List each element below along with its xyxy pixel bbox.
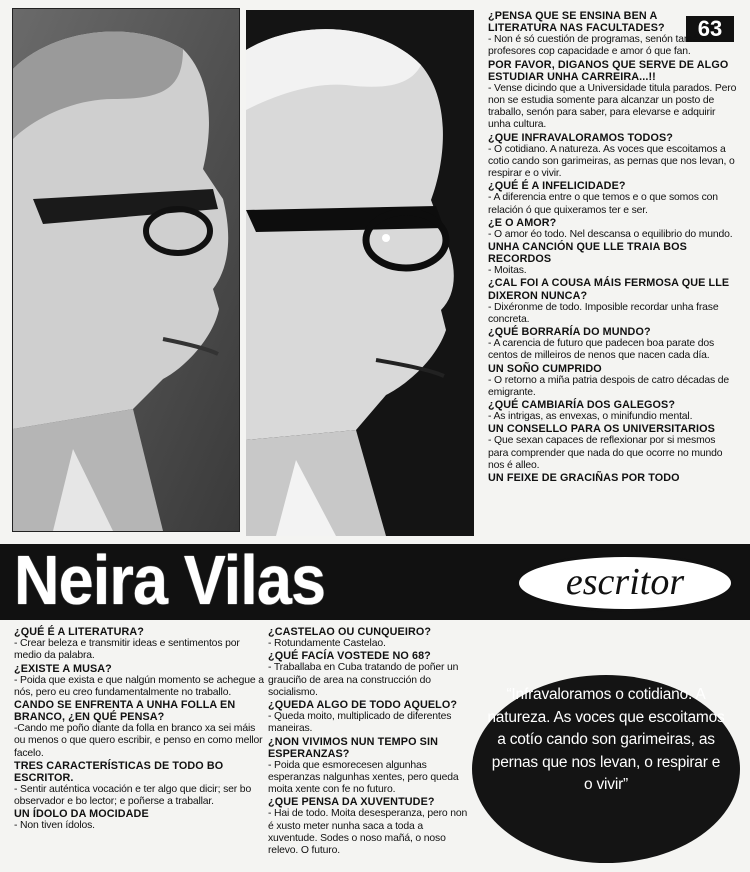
answer: - Sentir auténtica vocación e ter algo que dicir; ser bo observador e bo lector; e poñerse a traballar. [14, 783, 252, 808]
answer: - Crear beleza e transmitir ideas e sentimentos por medio da palabra. [14, 638, 240, 662]
pull-quote: “Infravaloramos o cotidiano. A natureza. As voces que escoitamos a cotío cando son garimeiras, as pernas que nos levan, o respirar e o vivir” [487, 686, 725, 794]
answer: - Hai de todo. Moita desesperanza, pero non é xusto meter nunha saca a toda a xuventude. Sodes o noso mañá, o noso relevo. O futuro. [268, 808, 468, 856]
answer: - Vense dicindo que a Universidade titula parados. Pero non se estudia somente para alcanzar un posto de traballo, senón para saber, para elevarse e adquirir unha cultura. [488, 82, 737, 131]
question: CANDO SE ENFRENTA A UNHA FOLLA EN BRANCO, ¿EN QUÉ PENSA? [14, 699, 236, 724]
answer: - A carencia de futuro que padecen boa parate dos centos de milleiros de nenos que nacen cada día. [488, 338, 715, 362]
question: ¿QUE PENSA DA XUVENTUDE? [268, 796, 435, 809]
question: TRES CARACTERÍSTICAS DE TODO BO ESCRITOR. [14, 759, 224, 784]
question: ¿EXISTE A MUSA? [14, 662, 112, 675]
interview-left-column [14, 626, 266, 833]
question: POR FAVOR, DIGANOS QUE SERVE DE ALGO ESTUDIAR UNHA CARREIRA...!! [488, 58, 729, 83]
answer: - Que sexan capaces de reflexionar por si mesmos para comprender que nada do que ocorre no mundo nos é alleo. [488, 435, 723, 471]
portrait-photo-profile [12, 8, 240, 532]
answer: - O cotidiano. A natureza. As voces que escoitamos a cotio cando son garimeiras, as pernas que nos levan, o respirar e o vivir. [488, 143, 735, 180]
question: UN SOÑO CUMPRIDO [488, 362, 602, 375]
question: ¿QUÉ CAMBIARÍA DOS GALEGOS? [488, 399, 676, 412]
question: UNHA CANCIÓN QUE LLE TRAIA BOS RECORDOS [488, 241, 687, 266]
answer: - Moitas. [488, 265, 527, 277]
answer: -Cando me poño diante da folla en branco xa sei máis ou menos o que quero escribir, e penso en como mellor facelo. [14, 723, 263, 759]
page-title: Neira Vilas [14, 541, 326, 619]
page-number: 63 [686, 16, 734, 42]
question: ¿QUE INFRAVALORAMOS TODOS? [488, 131, 673, 144]
answer: - Poida que esmorecesen algunhas esperanzas nalgunhas xentes, pero queda moita xente con fe no futuro. [268, 759, 459, 796]
question: ¿CAL FOI A COUSA MÁIS FERMOSA QUE LLE DIXERON NUNCA? [488, 277, 730, 302]
answer: - Dixéronme de todo. Imposible recordar unha frase concreta. [488, 301, 719, 325]
portrait-photo-closeup [246, 10, 474, 536]
role-label: escritor [565, 561, 685, 603]
question: ¿CASTELAO OU CUNQUEIRO? [268, 626, 432, 638]
answer: - O retorno a miña patria despois de catro décadas de emigrante. [488, 374, 729, 398]
question: ¿QUÉ FACÍA VOSTEDE NO 68? [268, 650, 431, 663]
question: ¿QUEDA ALGO DE TODO AQUELO? [268, 699, 458, 711]
answer: - Rotundamente Castelao. [268, 638, 386, 650]
question: ¿PENSA QUE SE ENSINA BEN A LITERATURA NAS FACULTADES? [488, 10, 665, 35]
question: ¿E O AMOR? [488, 216, 557, 229]
answer: - Traballaba en Cuba tratando de poñer un grauciño de area na construcción do socialismo. [268, 662, 459, 698]
question: ¿QUÉ É A LITERATURA? [14, 626, 144, 638]
portrait-illustration-grey [13, 9, 239, 531]
answer: - Non tiven ídolos. [14, 820, 95, 832]
question: UN FEIXE DE GRACIÑAS POR TODO [488, 472, 680, 485]
question: ¿NON VIVIMOS NUN TEMPO SIN ESPERANZAS? [268, 735, 438, 760]
answer: - Non é só cuestión de programas, senón tamén de profesores cop capacidade e amor ó que fan. [488, 34, 718, 58]
interview-middle-column [268, 626, 468, 857]
answer: - Queda moito, multiplicado de diferentes maneiras. [268, 711, 452, 735]
question: UN ÍDOLO DA MOCIDADE [14, 808, 149, 821]
question: ¿QUÉ BORRARÍA DO MUNDO? [488, 326, 651, 339]
answer: - As intrigas, as envexas, o minifundio mental. [488, 411, 693, 423]
question: UN CONSELLO PARA OS UNIVERSITARIOS [488, 423, 715, 436]
question: ¿QUÉ É A INFELICIDADE? [488, 180, 626, 193]
answer: - A diferencia entre o que temos e o que somos con relación ó que quixeramos ter e ser. [488, 192, 718, 216]
answer: - Poida que exista e que nalgún momento se achegue a nós, pero eu creo fundamentalmente no traballo. [14, 674, 264, 698]
portrait-illustration-dark [246, 10, 474, 536]
answer: - O amor éo todo. Nel descansa o equilibrio do mundo. [488, 228, 733, 240]
interview-right-column [488, 10, 738, 484]
